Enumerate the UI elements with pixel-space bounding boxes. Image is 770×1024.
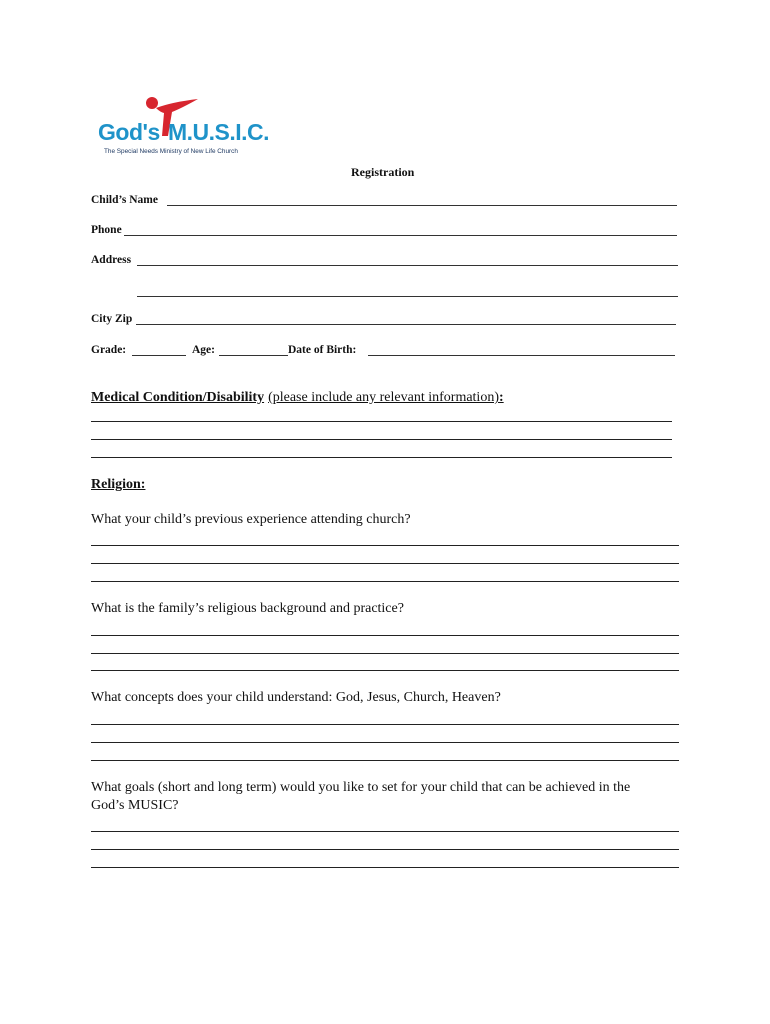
medical-answer-line-2[interactable] [91,439,672,440]
city-zip-field[interactable] [136,324,676,325]
question-3-answer-line-3[interactable] [91,760,679,761]
question-1: What your child’s previous experience attending church? [91,512,411,527]
grade-label: Grade: [91,344,127,356]
childs-name-field[interactable] [167,205,677,206]
question-4-line-1: What goals (short and long term) would you like to set for your child that can be achieved in the [91,780,631,795]
address-field-line-2[interactable] [137,296,678,297]
age-label: Age: [192,344,215,356]
grade-field[interactable] [132,355,186,356]
phone-field[interactable] [124,235,677,236]
question-1-answer-line-3[interactable] [91,581,679,582]
childs-name-label: Child’s Name [91,194,158,206]
question-2: What is the family’s religious background and practice? [91,601,404,616]
city-zip-label: City Zip [91,313,133,325]
question-4-answer-line-3[interactable] [91,867,679,868]
question-4-answer-line-2[interactable] [91,849,679,850]
question-1-answer-line-1[interactable] [91,545,679,546]
medical-heading-row [91,388,504,406]
medical-answer-line-3[interactable] [91,457,672,458]
question-3-answer-line-1[interactable] [91,724,679,725]
dob-field[interactable] [368,355,675,356]
medical-colon: : [498,390,504,405]
logo-music-text: M.U.S.I.C. [168,119,270,145]
medical-answer-line-1[interactable] [91,421,672,422]
address-field-line-1[interactable] [137,265,678,266]
question-4-answer-line-1[interactable] [91,831,679,832]
religion-heading: Religion: [91,477,146,492]
logo-tagline: The Special Needs Ministry of New Life Church [104,148,238,155]
question-2-answer-line-1[interactable] [91,635,679,636]
medical-heading: Medical Condition/Disability [91,390,265,405]
question-2-answer-line-3[interactable] [91,670,679,671]
question-4-line-2: God’s MUSIC? [91,798,179,813]
dob-label: Date of Birth: [288,344,357,356]
age-field[interactable] [219,355,288,356]
question-2-answer-line-2[interactable] [91,653,679,654]
gods-music-logo [98,96,270,160]
page-title: Registration [351,165,415,179]
address-label: Address [91,254,132,266]
question-1-answer-line-2[interactable] [91,563,679,564]
question-3-answer-line-2[interactable] [91,742,679,743]
question-3: What concepts does your child understand: God, Jesus, Church, Heaven? [91,690,501,705]
phone-label: Phone [91,224,122,236]
medical-note: (please include any relevant information) [268,390,499,405]
logo-gods-text: God's [98,119,160,145]
